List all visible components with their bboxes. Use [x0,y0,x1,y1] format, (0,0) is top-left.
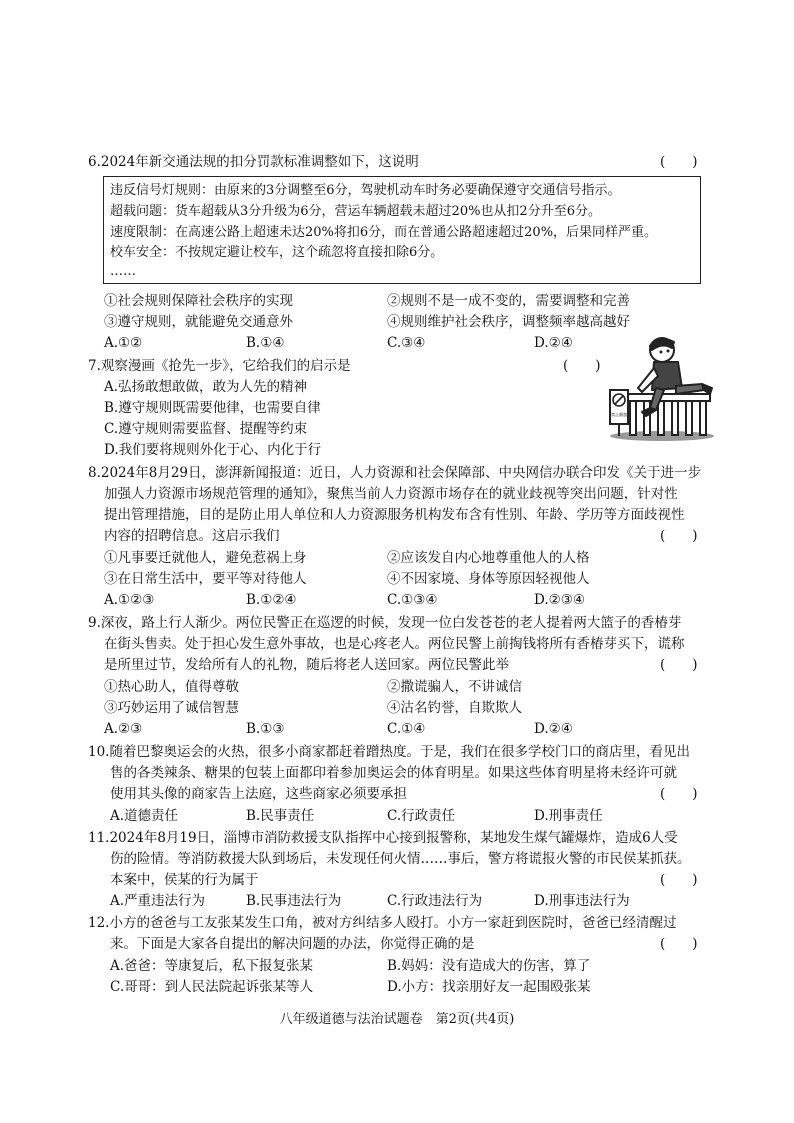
q11-option-c[interactable]: C.行政违法行为 [387,893,483,909]
q6-item-4: ④规则维护社会秩序，调整频率越高越好 [387,314,630,330]
q8-option-b[interactable]: B.①②④ [246,592,297,608]
page-footer: 八年级道德与法治试题卷 第2页(共4页) [279,1012,515,1027]
q9-stem-line: 在街头售卖。处于担心发生意外事故，也是心疼老人。两位民警上前掏钱将所有香椿芽买下，谎称 [104,636,685,652]
q6-box-line: 校车安全：不按规定避让校车，这个疏忽将直接扣除6分。 [110,245,444,260]
q12-option-a[interactable]: A.爸爸：等康复后，私下报复张某 [110,958,314,974]
q8-item-2: ②应该发自内心地尊重他人的人格 [387,550,590,566]
sign-text: 禁止翻越 [611,412,627,417]
q11-stem-line: 本案中，侯某的行为属于 [110,872,259,888]
q9-item-2: ②撒谎骗人，不讲诚信 [387,679,522,695]
q10-answer-paren: ( ) [660,786,698,802]
q8-stem-line: 8.2024年8月29日，澎湃新闻报道：近日，人力资源和社会保障部、中央网信办联合印发《关于进一步 [88,465,702,481]
q11-option-a[interactable]: A.严重违法行为 [110,893,206,909]
q9-item-3: ③巧妙运用了诚信智慧 [104,700,239,716]
q9-option-d[interactable]: D.②④ [534,721,573,737]
q10-stem-line: 使用其头像的商家告上法庭，这些商家必须要承担 [110,786,407,802]
q6-answer-paren: ( ) [660,154,698,170]
q9-item-4: ④沽名钓誉，自欺欺人 [387,700,522,716]
q7-stem: 7.观察漫画《抢先一步》，它给我们的启示是 [88,358,351,374]
q6-option-c[interactable]: C.③④ [387,335,426,351]
q9-option-a[interactable]: A.②③ [104,721,143,737]
q7-option-b[interactable]: B.遵守规则既需要他律，也需要自律 [104,400,321,416]
q12-option-d[interactable]: D.小方：找亲朋好友一起围殴张某 [387,979,591,995]
q8-item-4: ④不因家境、身体等原因轻视他人 [387,571,590,587]
q11-option-b[interactable]: B.民事违法行为 [246,893,342,909]
q12-answer-paren: ( ) [660,936,698,952]
q10-option-a[interactable]: A.道德责任 [110,808,179,824]
q9-option-b[interactable]: B.①③ [246,721,285,737]
q11-stem-line: 11.2024年8月19日，淄博市消防救援支队指挥中心接到报警称，某地发生煤气罐爆炸，造成6人受 [88,830,678,846]
q8-stem-line: 内容的招聘信息。这启示我们 [104,528,280,544]
q6-option-d[interactable]: D.②④ [534,335,573,351]
q8-option-a[interactable]: A.①②③ [104,592,155,608]
q6-item-2: ②规则不是一成不变的，需要调整和完善 [387,293,630,309]
q6-rules-box [103,176,701,284]
q11-option-d[interactable]: D.刑事违法行为 [534,893,630,909]
cartoon-illustration [606,332,718,444]
q8-stem-line: 提出管理措施，目的是防止用人单位和人力资源服务机构发布含有性别、年龄、学历等方面歧视性 [104,507,685,523]
q7-answer-paren: ( ) [563,358,601,374]
fence [626,394,710,435]
q8-option-c[interactable]: C.①③④ [387,592,438,608]
q12-option-c[interactable]: C.哥哥：到人民法院起诉张某等人 [110,979,314,995]
q8-answer-paren: ( ) [660,528,698,544]
q6-option-b[interactable]: B.①④ [246,335,285,351]
q8-item-3: ③在日常生活中，要平等对待他人 [104,571,307,587]
q7-option-d[interactable]: D.我们要将规则外化于心、内化于行 [104,442,322,458]
q6-box-line: 违反信号灯规则：由原来的3分调整至6分，驾驶机动车时务必要确保遵守交通信号指示。 [110,183,621,198]
q9-stem-line: 9.深夜，路上行人渐少。两位民警正在巡逻的时候，发现一位白发苍苍的老人提着两大篮子的香椿芽 [88,615,682,631]
q10-option-b[interactable]: B.民事责任 [246,808,315,824]
q8-stem-line: 加强人力资源市场规范管理的通知》，聚焦当前人力资源市场存在的就业歧视等突出问题，针对性 [104,486,678,502]
q11-answer-paren: ( ) [660,872,698,888]
q7-option-c[interactable]: C.遵守规则需要监督、提醒等约束 [104,421,308,437]
q8-option-d[interactable]: D.②③④ [534,592,585,608]
q12-stem-line: 来。下面是大家各自提出的解决问题的办法，你觉得正确的是 [110,936,475,952]
q10-stem-line: 10.随着巴黎奥运会的火热，很多小商家都赶着蹭热度。于是，我们在很多学校门口的商店里，看见出 [88,744,690,760]
q9-item-1: ①热心助人，值得尊敬 [104,679,239,695]
q9-option-c[interactable]: C.①④ [387,721,426,737]
q10-stem-line: 售的各类辣条、糖果的包装上面都印着参加奥运会的体育明星。如果这些体育明星将未经许可就 [110,765,677,781]
q6-box-line: 速度限制：在高速公路上超速未达20%将扣6分，而在普通公路超速超过20%，后果同样严重。 [110,225,658,240]
q6-option-a[interactable]: A.①② [104,335,143,351]
q10-option-c[interactable]: C.行政责任 [387,808,456,824]
q10-option-d[interactable]: D.刑事责任 [534,808,603,824]
q6-box-line: …… [110,264,136,279]
q6-box-line: 超载问题：货车超载从3分升级为6分，营运车辆超载未超过20%也从扣2分升至6分。 [110,204,601,219]
q12-option-b[interactable]: B.妈妈：没有造成大的伤害，算了 [387,958,591,974]
q6-item-3: ③遵守规则，就能避免交通意外 [104,314,293,330]
q12-stem-line: 12.小方的爸爸与工友张某发生口角，被对方纠结多人殴打。小方一家赶到医院时，爸爸已经清醒过 [88,915,677,931]
q6-stem: 6.2024年新交通法规的扣分罚款标准调整如下，这说明 [88,154,419,170]
q8-item-1: ①凡事要迁就他人，避免惹祸上身 [104,550,307,566]
q6-item-1: ①社会规则保障社会秩序的实现 [104,293,293,309]
q9-answer-paren: ( ) [660,657,698,673]
q9-stem-line: 是所里过节，发给所有人的礼物，随后将老人送回家。两位民警此举 [104,657,509,673]
q7-option-a[interactable]: A.弘扬敢想敢做，敢为人先的精神 [104,379,308,395]
q11-stem-line: 伤的险情。等消防救援大队到场后，未发现任何火情……事后，警方将谎报火警的市民侯某抓获。 [110,851,691,867]
no-climbing-sign [610,390,628,436]
